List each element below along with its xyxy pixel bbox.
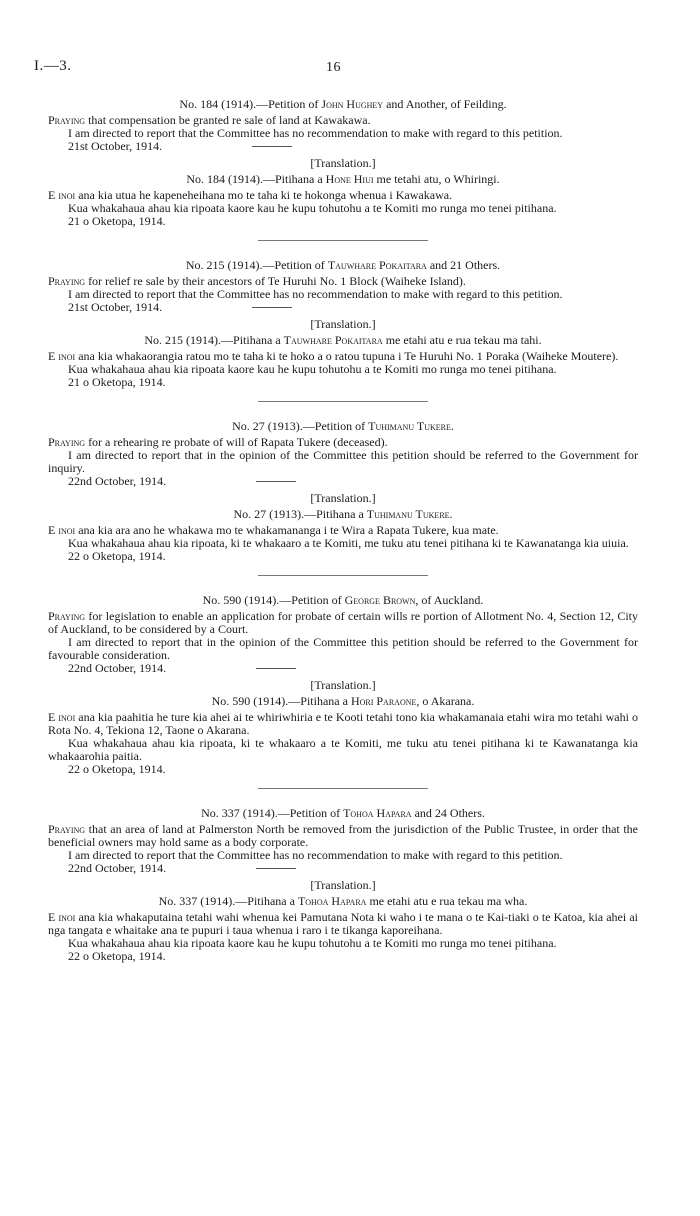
praying-paragraph	[48, 610, 638, 636]
praying-text: for legislation to enable an application for probate of certain wills re portion of Allotment No. 4, Section 12, City of Auckland, to be considered by a Court.	[48, 609, 638, 636]
praying-text: that compensation be granted re sale of land at Kawakawa.	[85, 113, 371, 127]
short-divider	[256, 668, 296, 669]
petitioner-name: Tauwhare Pokaitara	[327, 258, 427, 272]
praying-word: Praying	[48, 435, 86, 449]
tr-heading-suffix: me etahi atu e rua tekau ma tahi.	[382, 333, 542, 347]
translation-heading	[48, 508, 638, 521]
heading-prefix: No. 184 (1914).—Petition of	[179, 97, 322, 111]
petitions-report	[48, 98, 638, 981]
report-date: 22nd October, 1914.	[68, 661, 167, 675]
petition-section	[48, 98, 638, 241]
inoi-word: E inoi	[48, 523, 76, 537]
petition-section	[48, 594, 638, 789]
tr-heading-prefix: No. 184 (1914).—Pitihana a	[186, 172, 326, 186]
praying-word: Praying	[48, 274, 86, 288]
inoi-word: E inoi	[48, 188, 76, 202]
translation-label: [Translation.]	[310, 317, 376, 331]
heading-suffix: and 21 Others.	[426, 258, 501, 272]
report-date-line	[68, 475, 638, 488]
tr-heading-suffix: me etahi atu e rua tekau ma wha.	[366, 894, 528, 908]
petitioner-name: John Hughey	[321, 97, 384, 111]
praying-text: for a rehearing re probate of will of Rapata Tukere (deceased).	[85, 435, 388, 449]
report-date: 21st October, 1914.	[68, 300, 163, 314]
praying-text: for relief re sale by their ancestors of Te Huruhi No. 1 Block (Waiheke Island).	[85, 274, 466, 288]
translation-heading	[48, 895, 638, 908]
petition-heading	[48, 807, 638, 820]
committee-report: I am directed to report that in the opinion of the Committee this petition should be referred to the Government for inquiry.	[48, 448, 638, 475]
petition-section	[48, 259, 638, 402]
translated-report: Kua whakahaua ahau kia ripoata, ki te whakaaro a te Komiti, me tuku atu tenei pitihana ki te Kawanatanga kia whakaarohia paitia.	[48, 736, 638, 763]
tr-petitioner-name: Tuhimanu Tukere	[366, 507, 450, 521]
translated-date: 22 o Oketopa, 1914.	[68, 762, 166, 776]
report-date-line	[68, 301, 638, 314]
inoi-text: ana kia ara ano he whakawa mo te whakamananga i te Wira a Rapata Tukere, kua mate.	[75, 523, 499, 537]
section-divider	[258, 401, 428, 402]
petition-heading	[48, 259, 638, 272]
inoi-word: E inoi	[48, 349, 76, 363]
heading-prefix: No. 27 (1913).—Petition of	[232, 419, 369, 433]
praying-paragraph	[48, 823, 638, 849]
tr-heading-suffix: .	[449, 507, 453, 521]
translated-date: 21 o Oketopa, 1914.	[68, 375, 166, 389]
petition-section	[48, 420, 638, 576]
inoi-text: ana kia utua he kapeneheihana mo te taha ki te hokonga whenua i Kawakawa.	[75, 188, 453, 202]
short-divider	[256, 481, 296, 482]
translation-label: [Translation.]	[310, 491, 376, 505]
page-number: 16	[326, 60, 341, 75]
tr-petitioner-name: Hori Paraone	[350, 694, 417, 708]
translation-label: [Translation.]	[310, 156, 376, 170]
praying-word: Praying	[48, 609, 86, 623]
petition-heading	[48, 594, 638, 607]
petitioner-name: George Brown	[344, 593, 416, 607]
inoi-paragraph	[48, 711, 638, 737]
short-divider	[256, 868, 296, 869]
tr-petitioner-name: Hone Hiui	[325, 172, 374, 186]
petition-heading	[48, 420, 638, 433]
inoi-text: ana kia paahitia he ture kia ahei ai te whiriwhiria e te Kooti tetahi tono kia whakamanaia etahi wira mo tetahi wahi o Rota No. 4, Tekiona 12, Taone o Akarana.	[48, 710, 638, 737]
translated-report: Kua whakahaua ahau kia ripoata kaore kau he kupu tohutohu a te Komiti mo runga mo tenei pitihana.	[68, 362, 557, 376]
inoi-text: ana kia whakaputaina tetahi wahi whenua kei Pamutana Nota ki waho i te mana o te Kai-tiaki o te Katoa, kia ahei ai nga tangata e whaitake ana te pupuri i taua whenua i raro i te tikanga kaporeihana.	[48, 910, 638, 937]
translated-date: 21 o Oketopa, 1914.	[68, 214, 166, 228]
committee-report: I am directed to report that the Committee has no recommendation to make with regard to this petition.	[68, 126, 563, 140]
translated-date: 22 o Oketopa, 1914.	[68, 949, 166, 963]
heading-prefix: No. 590 (1914).—Petition of	[202, 593, 345, 607]
translated-report: Kua whakahaua ahau kia ripoata kaore kau he kupu tohutohu a te Komiti mo runga mo tenei pitihana.	[68, 201, 557, 215]
section-divider	[258, 788, 428, 789]
tr-heading-prefix: No. 27 (1913).—Pitihana a	[233, 507, 367, 521]
inoi-text: ana kia whakaorangia ratou mo te taha ki te hoko a o ratou tupuna i Te Huruhi No. 1 Poraka (Waiheke Moutere).	[75, 349, 619, 363]
petition-section	[48, 807, 638, 963]
tr-heading-prefix: No. 215 (1914).—Pitihana a	[144, 333, 284, 347]
translated-report: Kua whakahaua ahau kia ripoata, ki te whakaaro a te Komiti, me tuku atu tenei pitihana ki te Kawanatanga kia uiuia.	[68, 536, 629, 550]
inoi-paragraph	[48, 911, 638, 937]
short-divider	[252, 146, 292, 147]
heading-suffix: .	[450, 419, 454, 433]
translation-heading	[48, 695, 638, 708]
translated-date: 22 o Oketopa, 1914.	[68, 549, 166, 563]
petitioner-name: Tuhimanu Tukere	[368, 419, 451, 433]
page-reference: I.—3.	[34, 58, 72, 74]
petition-heading	[48, 98, 638, 111]
tr-petitioner-name: Tohoa Hapara	[297, 894, 367, 908]
report-date: 21st October, 1914.	[68, 139, 163, 153]
tr-heading-suffix: , o Akarana.	[416, 694, 475, 708]
heading-suffix: and Another, of Feilding.	[383, 97, 507, 111]
inoi-word: E inoi	[48, 910, 76, 924]
translated-report: Kua whakahaua ahau kia ripoata kaore kau he kupu tohutohu a te Komiti mo runga mo tenei pitihana.	[68, 936, 557, 950]
petitioner-name: Tohoa Hapara	[343, 806, 412, 820]
praying-word: Praying	[48, 822, 86, 836]
section-divider	[258, 575, 428, 576]
committee-report: I am directed to report that the Committee has no recommendation to make with regard to this petition.	[68, 848, 563, 862]
translation-label: [Translation.]	[310, 878, 376, 892]
section-divider	[258, 240, 428, 241]
inoi-word: E inoi	[48, 710, 76, 724]
praying-text: that an area of land at Palmerston North be removed from the jurisdiction of the Public Trustee, in order that the beneficial owners may hold same as a body corporate.	[48, 822, 638, 849]
heading-suffix: and 24 Others.	[411, 806, 485, 820]
heading-suffix: , of Auckland.	[415, 593, 484, 607]
translation-label: [Translation.]	[310, 678, 376, 692]
tr-heading-prefix: No. 337 (1914).—Pitihana a	[158, 894, 298, 908]
heading-prefix: No. 337 (1914).—Petition of	[201, 806, 344, 820]
report-date: 22nd October, 1914.	[68, 474, 167, 488]
report-date-line	[68, 140, 638, 153]
committee-report: I am directed to report that in the opinion of the Committee this petition should be referred to the Government for favourable consideration.	[48, 635, 638, 662]
committee-report: I am directed to report that the Committee has no recommendation to make with regard to this petition.	[68, 287, 563, 301]
short-divider	[252, 307, 292, 308]
report-date-line	[68, 662, 638, 675]
praying-word: Praying	[48, 113, 86, 127]
report-date: 22nd October, 1914.	[68, 861, 167, 875]
tr-heading-prefix: No. 590 (1914).—Pitihana a	[211, 694, 351, 708]
tr-petitioner-name: Tauwhare Pokaitara	[283, 333, 383, 347]
translation-heading	[48, 334, 638, 347]
translation-heading	[48, 173, 638, 186]
report-date-line	[68, 862, 638, 875]
heading-prefix: No. 215 (1914).—Petition of	[185, 258, 328, 272]
tr-heading-suffix: me tetahi atu, o Whiringi.	[373, 172, 500, 186]
